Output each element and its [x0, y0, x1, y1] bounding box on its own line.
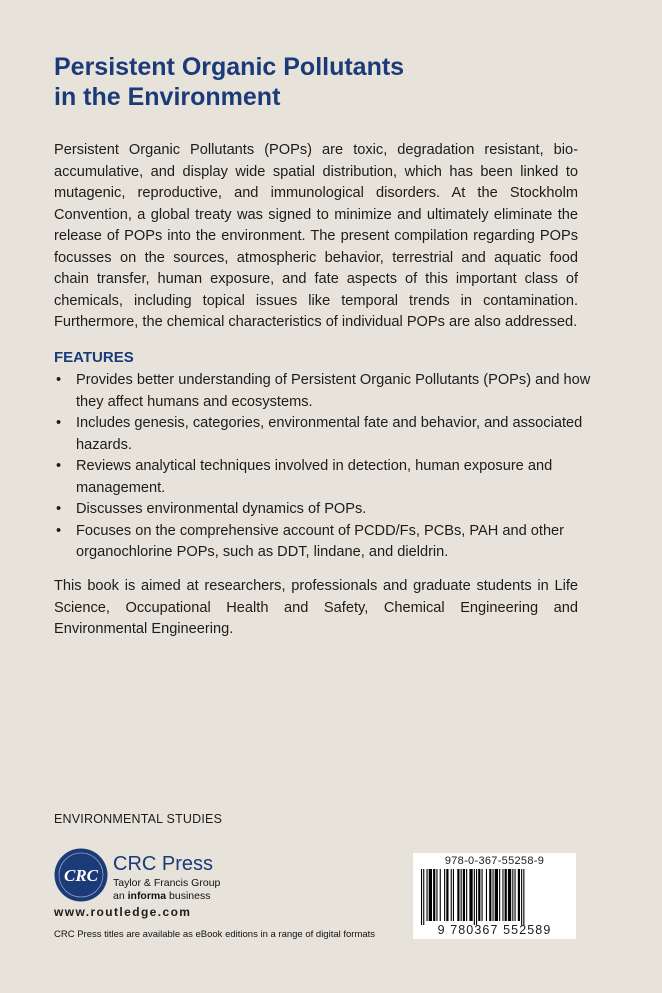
- barcode-bar: [474, 869, 475, 925]
- barcode-bar: [486, 869, 487, 921]
- crc-logo-text: CRC: [63, 866, 99, 885]
- barcode-digits: 9 780367 552589: [437, 923, 552, 937]
- title-line-2: in the Environment: [54, 83, 281, 111]
- barcode-bar: [505, 869, 507, 921]
- barcode-bar: [466, 869, 467, 921]
- barcode-bar: [451, 869, 452, 921]
- barcode-bar: [495, 869, 498, 921]
- title-line-1: Persistent Organic Pollutants: [54, 53, 405, 81]
- publisher-name: CRC Press: [113, 853, 214, 875]
- barcode-bar: [515, 869, 516, 921]
- book-title: [54, 52, 614, 112]
- barcode-bar: [482, 869, 483, 921]
- features-list: [54, 370, 594, 564]
- barcode-bars-icon: [419, 869, 571, 925]
- feature-item: • Provides better understanding of Persistent Organic Pollutants (POPs) and how they affect humans and ecosystems.: [54, 370, 594, 413]
- isbn-number: 978-0-367-55258-9: [444, 855, 545, 867]
- informa-prefix: an: [113, 890, 125, 902]
- audience-paragraph: This book is aimed at researchers, professionals and graduate students in Life Science, Occupational Health and Safety, Chemical Engineering and Environmental Engineering.: [54, 578, 578, 637]
- subject-category: ENVIRONMENTAL STUDIES: [54, 812, 223, 826]
- intro-paragraph: Persistent Organic Pollutants (POPs) are toxic, degradation resistant, bio-accumulative, and display wide spatial distribution, which has been linked to mutagenic, reproductive, and immunological disorders. At the Stockholm Convention, a global treaty was signed to minimize and ultimately eliminate the release of POPs into the environment. The present compilation regarding POPs focusses on the sources, atmospheric behavior, terrestrial and aquatic food chain transfer, human exposure, and fate aspects of this important class of chemicals, including topical issues like temporal trends in contamination. Furthermore, the chemical characteristics of individual POPs are also addressed.: [54, 142, 578, 330]
- isbn-barcode: [413, 853, 576, 939]
- barcode-bar: [523, 869, 524, 925]
- barcode-bar: [521, 869, 522, 925]
- crc-press-logo-icon: [54, 848, 108, 902]
- barcode-bar: [508, 869, 511, 921]
- barcode-bar: [423, 869, 424, 925]
- barcode-bar: [446, 869, 448, 921]
- feature-item: • Reviews analytical techniques involved in detection, human exposure and management.: [54, 456, 594, 499]
- features-heading: FEATURES: [54, 349, 134, 366]
- ebook-note: CRC Press titles are available as eBook editions in a range of digital formats: [54, 929, 376, 940]
- informa-suffix: business: [169, 890, 211, 902]
- feature-item: • Includes genesis, categories, environmental fate and behavior, and associated hazards.: [54, 413, 594, 456]
- barcode-bar: [489, 869, 491, 921]
- barcode-bar: [476, 869, 477, 925]
- barcode-bar: [453, 869, 454, 921]
- barcode-bar: [436, 869, 437, 921]
- publisher-group: Taylor & Francis Group: [113, 877, 221, 889]
- barcode-bar: [457, 869, 459, 921]
- barcode-bar: [518, 869, 520, 921]
- barcode-bar: [499, 869, 500, 921]
- barcode-bar: [469, 869, 472, 921]
- barcode-bar: [440, 869, 441, 921]
- barcode-bar: [463, 869, 465, 921]
- barcode-bar: [478, 869, 480, 921]
- barcode-bar: [461, 869, 462, 921]
- barcode-bar: [429, 869, 432, 921]
- barcode-bar: [502, 869, 503, 921]
- barcode-bar: [493, 869, 494, 921]
- publisher-block: [113, 853, 220, 903]
- feature-item: • Discusses environmental dynamics of POPs.: [54, 499, 594, 521]
- barcode-bar: [427, 869, 428, 921]
- barcode-bar: [444, 869, 445, 921]
- informa-line: [113, 890, 220, 903]
- barcode-bar: [421, 869, 422, 925]
- barcode-bar: [512, 869, 513, 921]
- website-link[interactable]: www.routledge.com: [54, 905, 192, 919]
- barcode-bar: [433, 869, 435, 921]
- feature-item: • Focuses on the comprehensive account of PCDD/Fs, PCBs, PAH and other organochlorine POPs, such as DDT, lindane, and dieldrin.: [54, 521, 594, 564]
- informa-brand: informa: [127, 890, 167, 902]
